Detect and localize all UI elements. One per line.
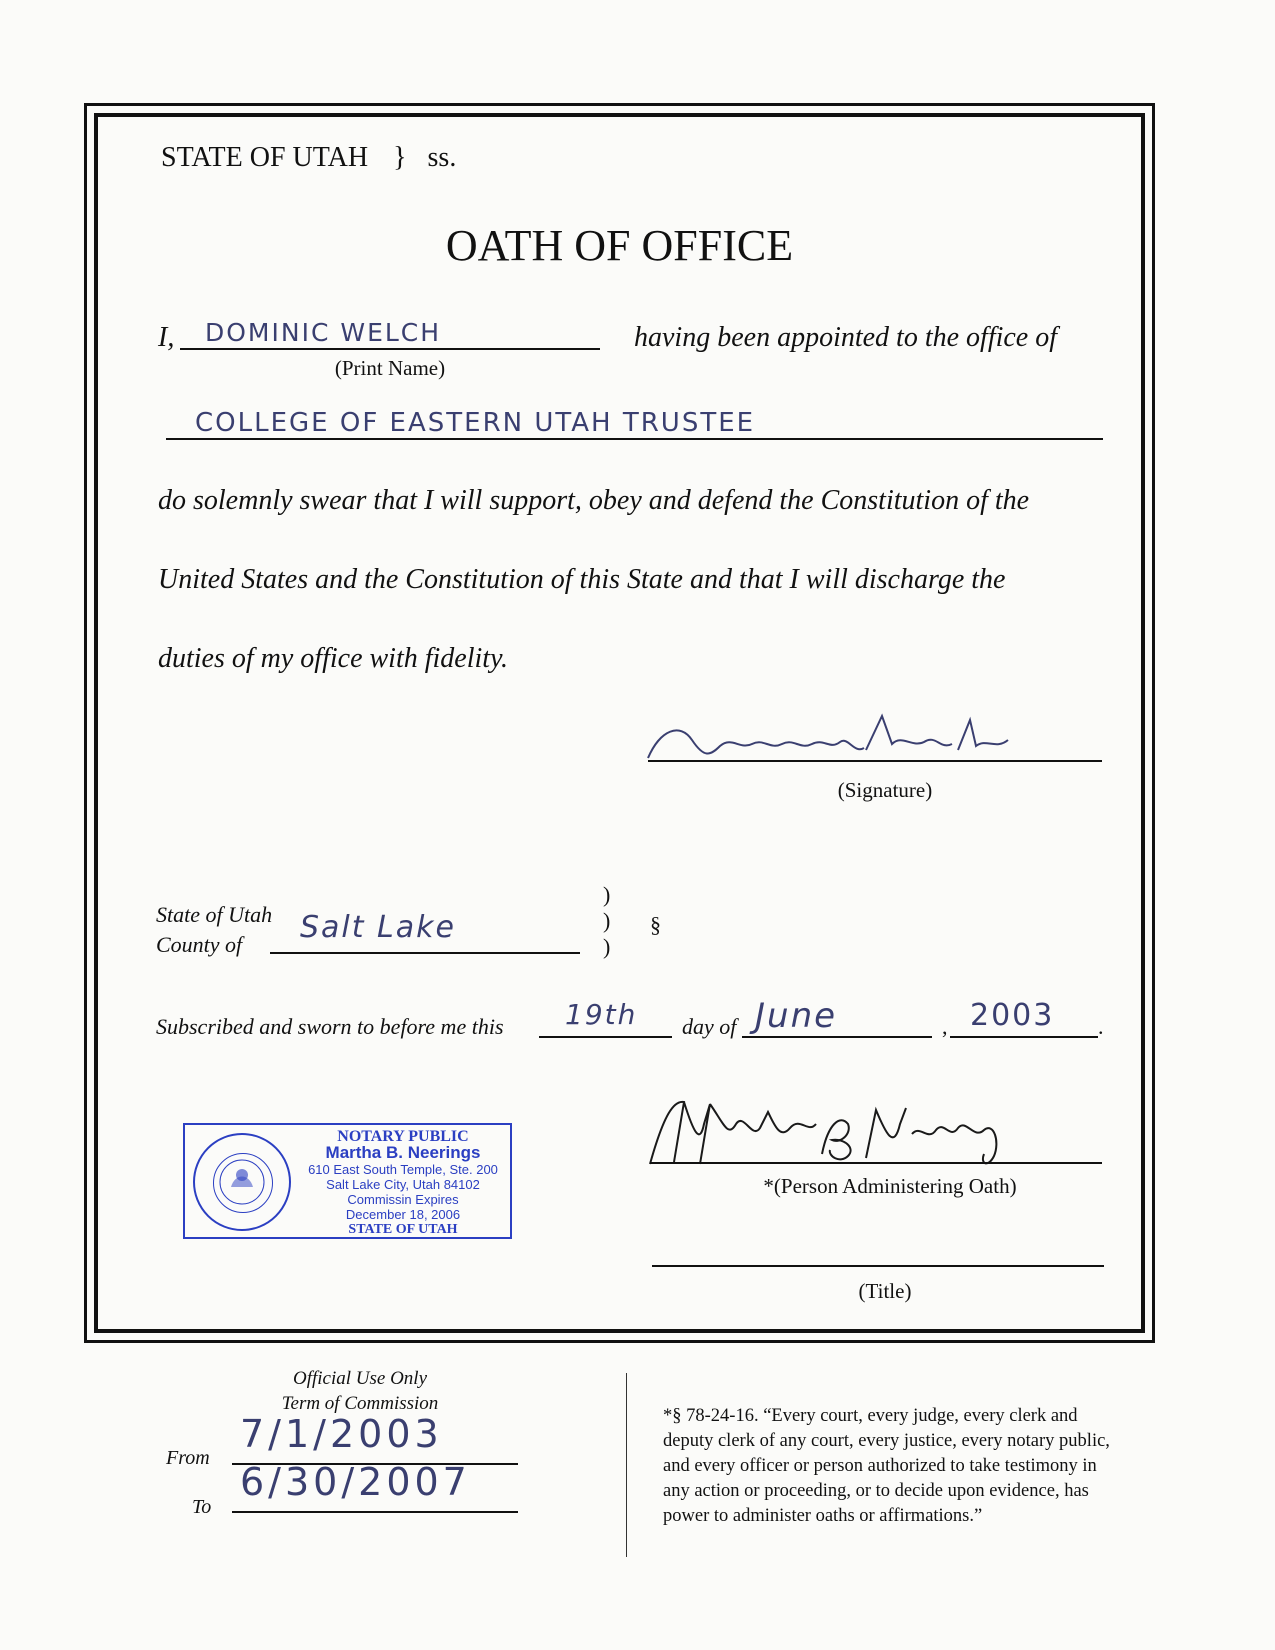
day-line [539, 1036, 672, 1038]
jurat-state-label: State of Utah [156, 902, 273, 927]
to-line [232, 1511, 518, 1513]
oath-line-2: United States and the Constitution of this State and that I will discharge the [158, 564, 1006, 595]
statute-footnote [663, 1404, 1110, 1529]
stamp-line-2: Martha B. Neerings [325, 1143, 481, 1162]
printed-name-handwriting: DOMINIC WELCH [205, 318, 442, 347]
office-handwriting: COLLEGE OF EASTERN UTAH TRUSTEE [195, 408, 756, 438]
oath-line-3: duties of my office with fidelity. [158, 643, 508, 674]
subscribed-text: Subscribed and sworn to before me this [156, 1014, 504, 1039]
name-line [180, 348, 600, 350]
date-comma: , [942, 1014, 948, 1039]
oath-taker-signature [640, 710, 1020, 765]
footnote-line-3: and every officer or person authorized to take testimony in [663, 1456, 1097, 1476]
stamp-line-4: Salt Lake City, Utah 84102 [326, 1177, 480, 1192]
signature-line [648, 760, 1102, 762]
month-handwriting: June [755, 996, 838, 1036]
stamp-line-7: STATE OF UTAH [348, 1222, 458, 1237]
stamp-line-5: Commissin Expires [347, 1192, 459, 1207]
official-use-heading: Official Use Only [292, 1368, 428, 1389]
footer-divider [626, 1373, 627, 1557]
appointed-text: having been appointed to the office of [634, 322, 1058, 353]
document-title: OATH OF OFFICE [445, 221, 794, 270]
county-line [270, 952, 580, 954]
county-handwriting: Salt Lake [300, 910, 456, 945]
day-handwriting: 19th [565, 998, 638, 1031]
from-date-handwriting: 7/1/2003 [240, 1412, 443, 1456]
footnote-line-2: deputy clerk of any court, every justice, every notary public, [663, 1431, 1110, 1451]
paren-2: ) [603, 908, 611, 933]
venue-ss: ss. [427, 142, 457, 173]
footnote-line-1: *§ 78-24-16. “Every court, every judge, every clerk and [663, 1406, 1078, 1426]
day-of-text: day of [682, 1014, 737, 1039]
date-period: . [1098, 1014, 1104, 1039]
paren-1: ) [603, 882, 611, 907]
administering-caption: *(Person Administering Oath) [763, 1174, 1017, 1198]
section-symbol: § [650, 912, 661, 937]
office-line [166, 438, 1103, 440]
administering-line [650, 1162, 1102, 1164]
signature-caption: (Signature) [837, 778, 933, 802]
oath-i: I, [158, 322, 175, 353]
title-line [652, 1265, 1104, 1267]
venue-state: STATE OF UTAH [161, 142, 369, 173]
year-handwriting: 2003 [970, 998, 1055, 1033]
term-heading: Term of Commission [281, 1393, 439, 1414]
stamp-line-3: 610 East South Temple, Ste. 200 [308, 1162, 498, 1177]
to-label: To [192, 1496, 212, 1518]
oath-line-1: do solemnly swear that I will support, obey and defend the Constitution of the [158, 485, 1030, 516]
title-caption: (Title) [858, 1279, 912, 1303]
footnote-line-5: power to administer oaths or affirmations.” [663, 1506, 983, 1526]
from-label: From [166, 1447, 210, 1469]
footnote-line-4: any action or proceeding, or to decide upon evidence, has [663, 1481, 1089, 1501]
paren-3: ) [603, 934, 611, 959]
to-date-handwriting: 6/30/2007 [240, 1460, 471, 1504]
venue-heading [161, 142, 456, 174]
state-seal-icon [193, 1133, 291, 1231]
stamp-text [297, 1129, 509, 1237]
print-name-caption: (Print Name) [334, 356, 446, 380]
month-line [742, 1036, 932, 1038]
jurat-county-label: County of [156, 932, 243, 957]
stamp-line-1: NOTARY PUBLIC [337, 1128, 469, 1145]
venue-brace: } [393, 142, 407, 173]
year-line [950, 1036, 1098, 1038]
notary-stamp [183, 1123, 512, 1239]
stamp-line-6: December 18, 2006 [345, 1207, 461, 1222]
